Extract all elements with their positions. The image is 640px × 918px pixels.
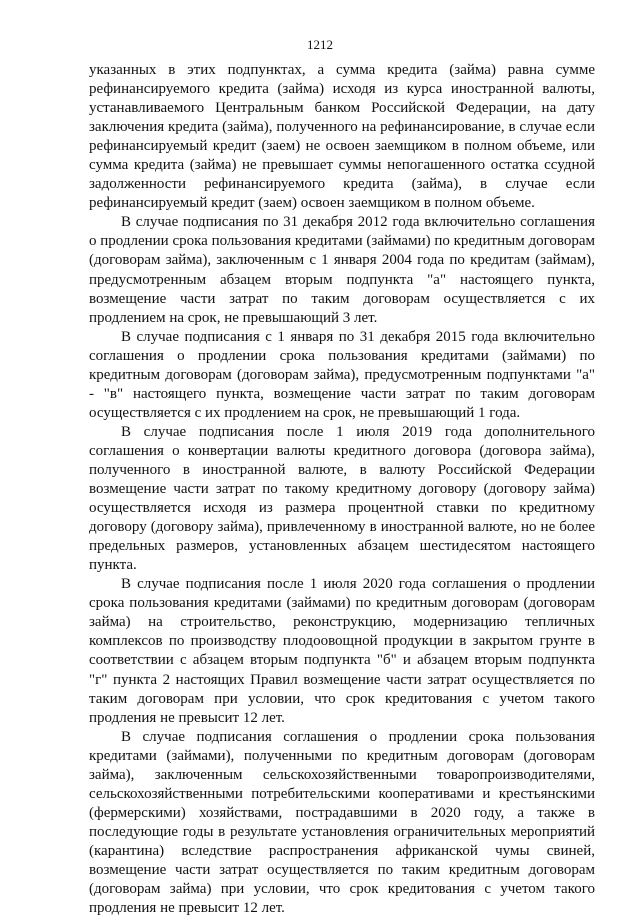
paragraph: В случае подписания с 1 января по 31 декабря 2015 года включительно соглашения о продлении срока пользования кредитами (займами) по кредитным договорам (договорам займа), предусмотренным подпунктами "а" - "в" настоящего пункта, возмещение части затрат по таким договорам осуществляется с их продлением на срок, не превышающий 1 года. xyxy=(89,328,595,421)
page-number: 1212 xyxy=(307,37,333,52)
paragraph: В случае подписания по 31 декабря 2012 года включительно соглашения о продлении срока пользования кредитами (займами) по кредитным договорам (договорам займа), заключенным с 1 января 2004 года по кредитам (займам), предусмотренным абзацем вторым подпункта "а" настоящего пункта, возмещение части затрат по таким договорам осуществляется с их продлением на срок, не превышающий 3 лет. xyxy=(89,214,595,326)
paragraph: В случае подписания соглашения о продлении срока пользования кредитами (займами), полученными по кредитным договорам (договорам займа), заключенным сельскохозяйственными товаропроизводителями, сельскохозяйственными потребительскими кооперативами и крестьянскими (фермерскими) хозяйствами, пострадавшими в 2020 году, а также в последующие годы в результате установления ограничительных мероприятий (карантина) вследствие распространения африканской чумы свиней, возмещение части затрат осуществляется по таким кредитным договорам (договорам займа) при условии, что срок кредитования с учетом такого продления не превысит 12 лет. xyxy=(89,728,595,917)
paragraph: В случае подписания после 1 июля 2020 года соглашения о продлении срока пользования кредитами (займами) по кредитным договорам (договорам займа) на строительство, реконструкцию, модернизацию тепличных комплексов по производству плодоовощной продукции в закрытом грунте в соответствии с абзацем вторым подпункта "б" и абзацем вторым подпункта "г" пункта 2 настоящих Правил возмещение части затрат осуществляется по таким договорам при условии, что срок кредитования с учетом такого продления не превысит 12 лет. xyxy=(89,576,595,726)
paragraph-continuation: указанных в этих подпунктах, а сумма кредита (займа) равна сумме рефинансируемого кредита (займа) исходя из курса иностранной валюты, устанавливаемого Центральным банком Российской Федерации, на дату заключения кредита (займа), полученного на рефинансирование, в случае если рефинансируемый кредит (заем) не освоен заемщиком в полном объеме, или сумма кредита (займа) не превышает суммы непогашенного остатка ссудной задолженности рефинансируемого кредита (займа), в случае если рефинансируемый кредит (заем) освоен заемщиком в полном объеме. xyxy=(89,62,595,212)
paragraph: В случае подписания после 1 июля 2019 года дополнительного соглашения о конвертации валюты кредитного договора (договора займа), полученного в иностранной валюте, в валюту Российской Федерации возмещение части затрат по такому кредитному договору (договору займа) осуществляется исходя из размера процентной ставки по кредитному договору (договору займа), привлеченному в иностранной валюте, но не более предельных размеров, установленных абзацем шестидесятом настоящего пункта. xyxy=(89,423,595,574)
document-body xyxy=(89,61,595,918)
